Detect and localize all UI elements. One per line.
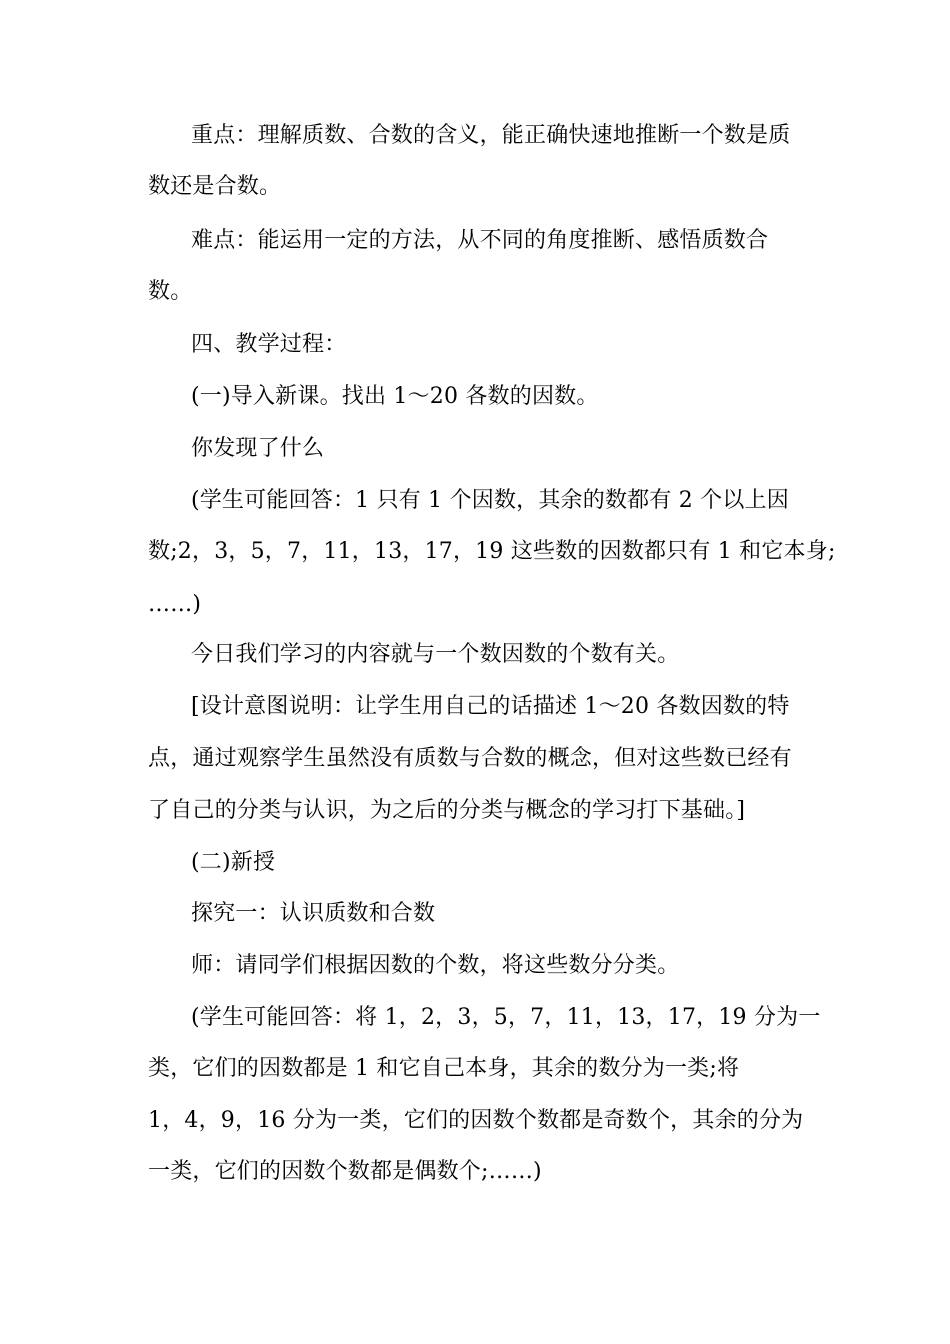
subsection-introduction: (一)导入新课。找出 1～20 各数的因数。 [191, 384, 599, 409]
student-answer-line-2: 数;2，3，5，7，11，13，17，19 这些数的因数都只有 1 和它本身; [148, 539, 836, 564]
design-intent-line-3: 了自己的分类与认识，为之后的分类与概念的学习打下基础。] [148, 798, 746, 823]
classification-answer-line-1: (学生可能回答：将 1，2，3，5，7，11，13，17，19 分为一 [191, 1005, 821, 1030]
key-point-line-1: 重点：理解质数、合数的含义，能正确快速地推断一个数是质 [191, 123, 791, 148]
exploration-one-heading: 探究一：认识质数和合数 [191, 901, 436, 926]
student-answer-line-3: ……) [148, 592, 202, 617]
section-heading-teaching-process: 四、教学过程： [191, 332, 347, 357]
design-intent-line-2: 点，通过观察学生虽然没有质数与合数的概念，但对这些数已经有 [148, 746, 792, 771]
question-line: 你发现了什么 [191, 436, 325, 461]
today-content-line: 今日我们学习的内容就与一个数因数的个数有关。 [191, 642, 680, 667]
classification-answer-line-2: 类，它们的因数都是 1 和它自己本身，其余的数分为一类;将 [148, 1056, 740, 1081]
teacher-prompt-line: 师：请同学们根据因数的个数，将这些数分分类。 [191, 953, 680, 978]
difficulty-line-1: 难点：能运用一定的方法，从不同的角度推断、感悟质数合 [191, 228, 769, 253]
design-intent-line-1: [设计意图说明：让学生用自己的话描述 1～20 各数因数的特 [191, 694, 790, 719]
key-point-line-2: 数还是合数。 [148, 174, 282, 199]
student-answer-line-1: (学生可能回答：1 只有 1 个因数，其余的数都有 2 个以上因 [191, 488, 789, 513]
classification-answer-line-4: 一类，它们的因数个数都是偶数个;……) [148, 1159, 542, 1184]
difficulty-line-2: 数。 [148, 279, 193, 304]
classification-answer-line-3: 1，4，9，16 分为一类，它们的因数个数都是奇数个，其余的分为 [148, 1108, 804, 1133]
subsection-new-lesson: (二)新授 [191, 850, 276, 875]
